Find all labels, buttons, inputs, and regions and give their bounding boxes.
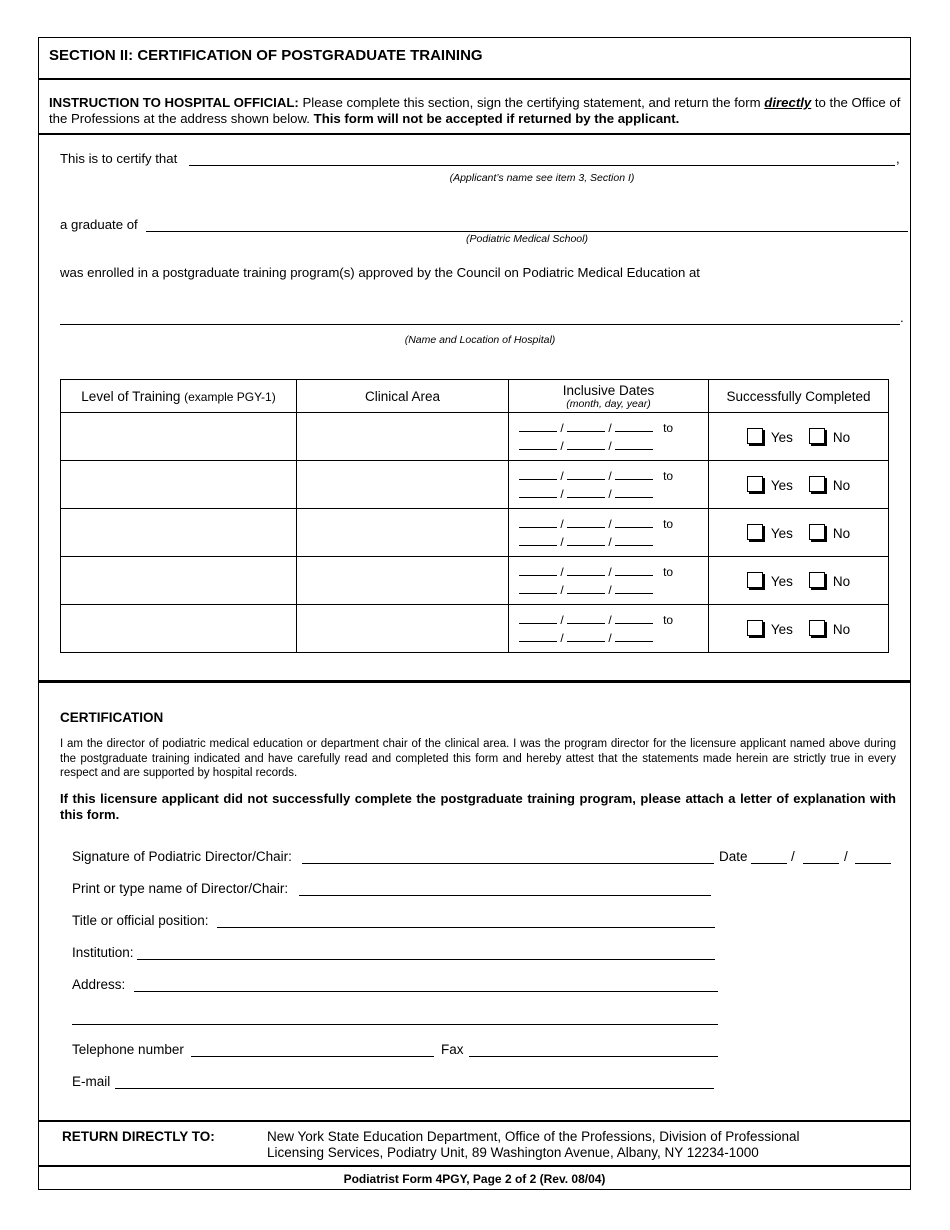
level-cell[interactable] [61,461,297,509]
instruction-emphasis: directly [764,95,812,110]
date-blank[interactable] [615,420,653,432]
dates-cell [509,461,709,509]
instruction-lead: INSTRUCTION TO HOSPITAL OFFICIAL: [49,95,299,110]
institution-label: Institution: [72,945,134,960]
level-cell[interactable] [61,509,297,557]
date-blank[interactable] [519,516,557,528]
signature-label: Signature of Podiatric Director/Chair: [72,849,292,864]
date-sep: / [844,849,848,864]
date-sep: / [791,849,795,864]
yes-checkbox[interactable] [747,524,763,540]
instruction-text-2: to the Office of the Professions at the address shown below. [49,95,901,126]
hospital-line[interactable] [60,324,900,325]
header-dates-sub: (month, day, year) [566,397,651,410]
date-separator: / [560,534,564,549]
applicant-name-caption: (Applicant’s name see item 3, Section I) [449,172,635,184]
certification-note: If this licensure applicant did not successfully complete the postgraduate training program, please attach a letter of explanation with this form. [60,791,896,822]
date-blank[interactable] [615,564,653,576]
date-separator: / [608,582,612,597]
yes-option[interactable] [747,476,793,493]
print-name-line[interactable] [299,895,711,896]
date-separator: / [560,420,564,435]
no-label: No [832,430,851,445]
date-blank[interactable] [567,468,605,480]
date-blank[interactable] [519,420,557,432]
date-separator: / [560,582,564,597]
return-address-line-1: New York State Education Department, Office of the Professions, Division of Professional [267,1129,800,1144]
date-separator: / [608,534,612,549]
date-blank[interactable] [615,612,653,624]
dates-cell [509,509,709,557]
address-line-1[interactable] [134,991,718,992]
date-separator: / [608,438,612,453]
thick-divider [39,680,910,683]
date-year-line[interactable] [855,863,891,864]
fax-line[interactable] [469,1056,718,1057]
date-blank[interactable] [519,486,557,498]
table-header-row [61,380,889,413]
level-cell[interactable] [61,605,297,653]
date-blank[interactable] [567,486,605,498]
header-dates [509,380,709,413]
date-separator: / [560,516,564,531]
instruction-text [49,95,902,127]
date-blank[interactable] [519,630,557,642]
date-separator: / [560,438,564,453]
clinical-area-cell[interactable] [297,557,509,605]
instruction-text-1: Please complete this section, sign the certifying statement, and return the form [298,95,765,110]
yes-label: Yes [770,526,793,541]
fax-label: Fax [441,1042,464,1057]
completed-cell [709,461,889,509]
date-blank[interactable] [615,516,653,528]
email-line[interactable] [115,1088,714,1089]
signature-line[interactable] [302,863,714,864]
training-table [60,379,889,653]
email-label: E-mail [72,1074,111,1089]
date-blank[interactable] [567,438,605,450]
date-blank[interactable] [519,534,557,546]
certification-title: CERTIFICATION [60,710,164,725]
header-level-example: (example PGY-1) [184,389,276,404]
date-separator: / [608,486,612,501]
date-blank[interactable] [567,564,605,576]
address-label: Address: [72,977,126,992]
divider [39,1120,910,1122]
completed-cell [709,509,889,557]
date-blank[interactable] [519,438,557,450]
hospital-caption: (Name and Location of Hospital) [404,334,556,346]
date-blank[interactable] [567,612,605,624]
header-level [61,380,297,413]
applicant-name-line[interactable] [189,165,895,166]
date-blank[interactable] [615,582,653,594]
date-month-line[interactable] [751,863,787,864]
date-separator: / [560,612,564,627]
address-line-2[interactable] [72,1024,718,1025]
date-blank[interactable] [519,612,557,624]
dates-cell [509,557,709,605]
no-label: No [832,478,851,493]
divider [39,78,910,80]
date-blank[interactable] [519,564,557,576]
medical-school-line[interactable] [146,231,908,232]
table-row [61,461,889,509]
yes-option[interactable] [747,524,793,541]
date-blank[interactable] [567,630,605,642]
yes-checkbox[interactable] [747,572,763,588]
date-blank[interactable] [615,468,653,480]
no-option[interactable] [809,428,850,445]
telephone-label: Telephone number [72,1042,184,1057]
table-row [61,509,889,557]
to-label: to [663,564,674,579]
form-footer: Podiatrist Form 4PGY, Page 2 of 2 (Rev. 08/04) [343,1172,606,1186]
dates-cell [509,605,709,653]
no-checkbox[interactable] [809,620,825,636]
date-blank[interactable] [615,630,653,642]
yes-label: Yes [770,574,793,589]
certification-body: I am the director of podiatric medical education or department chair of the clinical area. I was the program director for the licensure applicant named above during the postgraduate training indicated and have carefully read and completed this form and hereby attest that the statements made herein are strictly true in every respect and are supported by hospital records. [60,738,896,779]
header-dates-label: Inclusive Dates [562,382,655,398]
yes-label: Yes [770,622,793,637]
table-row [61,557,889,605]
return-address [267,1129,800,1161]
no-checkbox[interactable] [809,476,825,492]
date-blank[interactable] [615,534,653,546]
section-title: SECTION II: CERTIFICATION OF POSTGRADUATE TRAINING [49,47,483,64]
title-label: Title or official position: [72,913,209,928]
date-day-line[interactable] [803,863,839,864]
no-option[interactable] [809,620,850,637]
date-label: Date [719,849,748,864]
no-option[interactable] [809,476,850,493]
return-label: RETURN DIRECTLY TO: [62,1129,215,1144]
date-separator: / [608,612,612,627]
yes-checkbox[interactable] [747,428,763,444]
date-separator: / [560,630,564,645]
no-option[interactable] [809,524,850,541]
telephone-line[interactable] [191,1056,434,1057]
clinical-area-cell[interactable] [297,461,509,509]
hospital-period: . [900,310,904,325]
date-separator: / [560,486,564,501]
yes-option[interactable] [747,572,793,589]
dates-cell [509,413,709,461]
date-blank[interactable] [615,438,653,450]
table-row [61,605,889,653]
clinical-area-cell[interactable] [297,605,509,653]
completed-cell [709,557,889,605]
yes-label: Yes [770,478,793,493]
to-label: to [663,612,674,627]
certify-comma: , [896,151,900,166]
no-label: No [832,526,851,541]
no-label: No [832,574,851,589]
print-name-label: Print or type name of Director/Chair: [72,881,289,896]
completed-cell [709,413,889,461]
table-row [61,413,889,461]
header-completed: Successfully Completed [709,380,889,413]
date-separator: / [608,420,612,435]
date-separator: / [608,564,612,579]
clinical-area-cell[interactable] [297,413,509,461]
level-cell[interactable] [61,557,297,605]
form-frame [38,37,911,1190]
to-label: to [663,516,674,531]
date-separator: / [608,630,612,645]
level-cell[interactable] [61,413,297,461]
divider [39,133,910,135]
to-label: to [663,420,674,435]
date-blank[interactable] [615,486,653,498]
header-level-label: Level of Training [81,388,185,404]
no-label: No [832,622,851,637]
yes-option[interactable] [747,428,793,445]
yes-label: Yes [770,430,793,445]
no-checkbox[interactable] [809,572,825,588]
date-separator: / [608,516,612,531]
to-label: to [663,468,674,483]
enrolled-text: was enrolled in a postgraduate training program(s) approved by the Council on Podiatric Medical Education at [60,265,700,280]
date-blank[interactable] [567,534,605,546]
date-blank[interactable] [567,420,605,432]
date-blank[interactable] [567,516,605,528]
date-separator: / [560,468,564,483]
yes-checkbox[interactable] [747,476,763,492]
title-line[interactable] [217,927,715,928]
medical-school-caption: (Podiatric Medical School) [466,233,588,245]
certify-label: This is to certify that [60,151,178,166]
date-blank[interactable] [567,582,605,594]
yes-checkbox[interactable] [747,620,763,636]
no-option[interactable] [809,572,850,589]
graduate-label: a graduate of [60,217,138,232]
yes-option[interactable] [747,620,793,637]
clinical-area-cell[interactable] [297,509,509,557]
return-address-line-2: Licensing Services, Podiatry Unit, 89 Washington Avenue, Albany, NY 12234-1000 [267,1145,759,1160]
instruction-bold-tail: This form will not be accepted if returned by the applicant. [313,111,680,126]
no-checkbox[interactable] [809,428,825,444]
no-checkbox[interactable] [809,524,825,540]
date-blank[interactable] [519,468,557,480]
divider [39,1165,910,1167]
institution-line[interactable] [137,959,715,960]
date-separator: / [608,468,612,483]
date-separator: / [560,564,564,579]
date-blank[interactable] [519,582,557,594]
header-clinical: Clinical Area [297,380,509,413]
completed-cell [709,605,889,653]
